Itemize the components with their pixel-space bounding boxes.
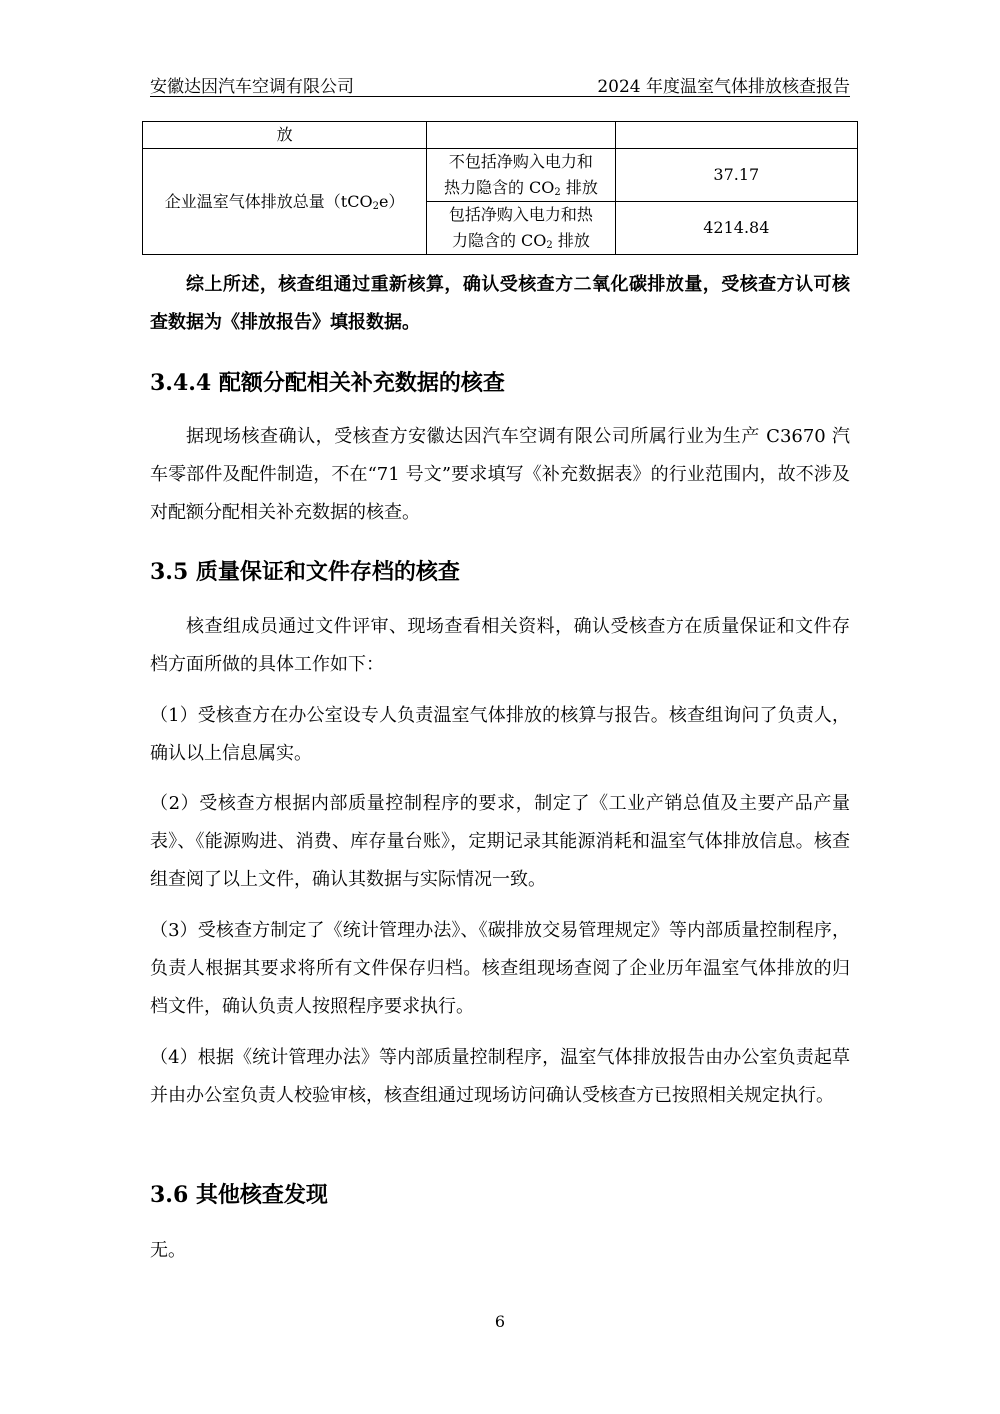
table-cell: 放 [143, 122, 427, 149]
table-cell [427, 122, 615, 149]
list-item: （4）根据《统计管理办法》等内部质量控制程序，温室气体排放报告由办公室负责起草并由办公室负责人校验审核，核查组通过现场访问确认受核查方已按照相关规定执行。 [150, 1047, 850, 1106]
emissions-table [142, 121, 858, 255]
incl-purchased-label: 包括净购入电力和热 力隐含的 $CO_2$ 排放 [427, 202, 615, 255]
table-cell [615, 122, 857, 149]
section-heading-3-4-4: 3.4.4 配额分配相关补充数据的核查 [150, 370, 505, 396]
list-item: （2）受核查方根据内部质量控制程序的要求，制定了《工业产销总值及主要产品产量表》、《能源购进、消费、库存量台账》，定期记录其能源消耗和温室气体排放信息。核查组查阅了以上文件，确认其数据与实际情况一致。 [150, 793, 850, 890]
section-3-6-body: 无。 [150, 1240, 186, 1261]
header-rule [150, 96, 850, 97]
table-row [143, 122, 858, 149]
section-3-5-intro: 核查组成员通过文件评审、现场查看相关资料，确认受核查方在质量保证和文件存档方面所做的具体工作如下： [150, 616, 850, 675]
header-report-title: 2024 年度温室气体排放核查报告 [597, 77, 850, 97]
list-item: （3）受核查方制定了《统计管理办法》、《碳排放交易管理规定》等内部质量控制程序，负责人根据其要求将所有文件保存归档。核查组现场查阅了企业历年温室气体排放的归档文件，确认负责人按照程序要求执行。 [150, 920, 850, 1017]
header-company: 安徽达因汽车空调有限公司 [150, 77, 354, 97]
incl-purchased-value: 4214.84 [615, 202, 857, 255]
total-emissions-label: 企业温室气体排放总量（tCO$_2$e） [143, 149, 427, 255]
page-number: 6 [494, 1312, 506, 1331]
page-header [150, 72, 850, 96]
section-heading-3-6: 3.6 其他核查发现 [150, 1182, 328, 1208]
excl-purchased-label: 不包括净购入电力和 热力隐含的 $CO_2$ 排放 [427, 149, 615, 202]
excl-purchased-value: 37.17 [615, 149, 857, 202]
section-heading-3-5: 3.5 质量保证和文件存档的核查 [150, 559, 460, 585]
summary-paragraph: 综上所述，核查组通过重新核算，确认受核查方二氧化碳排放量，受核查方认可核查数据为《排放报告》填报数据。 [150, 274, 850, 333]
section-3-4-4-body: 据现场核查确认，受核查方安徽达因汽车空调有限公司所属行业为生产 C3670 汽车零部件及配件制造，不在“71 号文”要求填写《补充数据表》的行业范围内，故不涉及对配额分配相关补充数据的核查。 [150, 426, 850, 523]
table-row [143, 149, 858, 202]
list-item: （1）受核查方在办公室设专人负责温室气体排放的核算与报告。核查组询问了负责人，确认以上信息属实。 [150, 705, 850, 764]
